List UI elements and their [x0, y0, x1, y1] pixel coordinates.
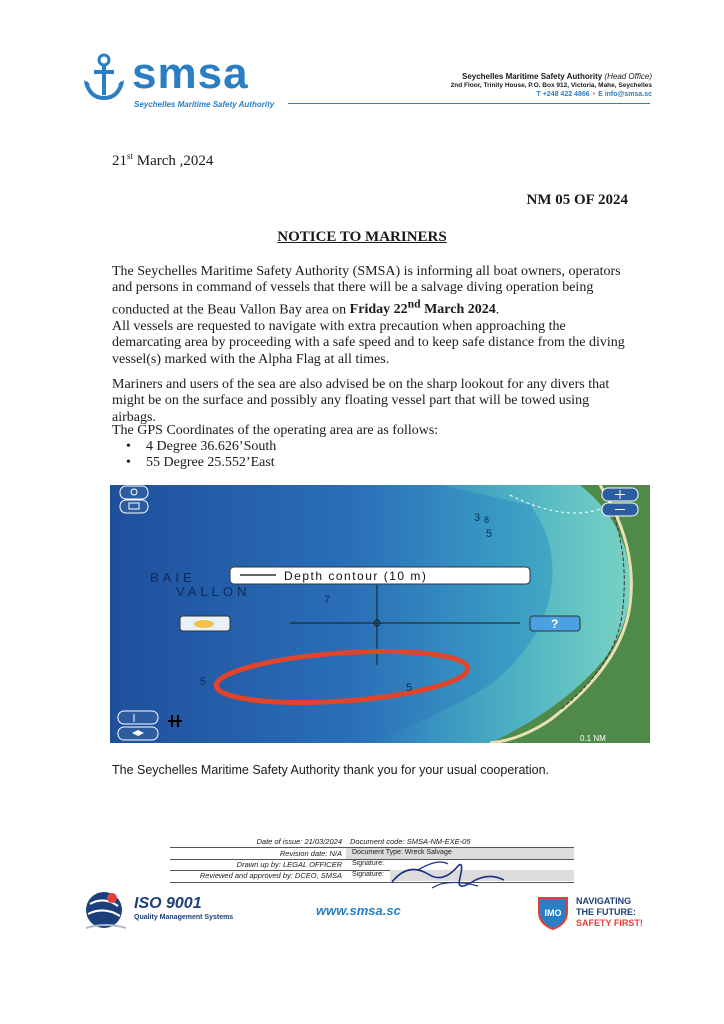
iso-subtitle: Quality Management Systems	[134, 914, 234, 921]
help-button[interactable]	[530, 616, 580, 631]
head-office-name: Seychelles Maritime Safety Authority (Head Office)	[461, 72, 652, 81]
control-rule-4	[170, 882, 574, 883]
place-label-baie: BAIE	[150, 570, 196, 585]
imo-shield-icon	[536, 894, 570, 935]
document-type: Document Type: Wreck Salvage	[352, 849, 452, 856]
imo-slogan-line2: THE FUTURE:	[576, 907, 636, 917]
depth-7-label: 7	[324, 594, 331, 606]
zoom-search-button[interactable]	[120, 486, 148, 499]
notice-reference: NM 05 OF 2024	[526, 192, 628, 208]
svg-text:IMO: IMO	[544, 908, 562, 918]
notice-title: NOTICE TO MARINERS	[277, 229, 447, 245]
head-office-address: 2nd Floor, Trinity House, P.O. Box 912, Victoria, Mahe, Seychelles	[450, 82, 652, 89]
notice-date: 21st March ,2024	[112, 151, 214, 169]
reviewed-by: Reviewed and approved by: DCEO, SMSA	[199, 871, 342, 880]
depth-5-label: 5	[200, 676, 207, 688]
zoom-in-button[interactable]	[602, 488, 638, 501]
depth-8-label: 8	[484, 515, 490, 525]
head-office-contact: T +248 422 4866 • E info@smsa.sc	[536, 91, 652, 98]
iso-globe-icon	[82, 888, 130, 941]
imo-slogan-line1: NAVIGATING	[576, 896, 632, 906]
anchor-logo-icon	[82, 52, 126, 104]
phone-number: T +248 422 4866	[536, 91, 590, 98]
gps-coordinates-list	[118, 439, 276, 472]
signature-1-label: Signature:	[352, 860, 384, 867]
date-of-issue: Date of issue: 21/03/2024	[256, 837, 342, 846]
place-label-vallon: VALLON	[176, 584, 251, 599]
depth-contour-label: Depth contour (10 m)	[284, 569, 428, 583]
zoom-out-button[interactable]	[602, 503, 638, 516]
nautical-chart-map	[110, 485, 650, 743]
compass-button[interactable]	[118, 727, 158, 740]
website-link[interactable]: www.smsa.sc	[316, 903, 401, 918]
weather-button[interactable]	[180, 616, 230, 631]
scale-label: 0.1 NM	[580, 734, 606, 743]
gps-latitude: • 4 Degree 36.626’South	[118, 439, 276, 455]
gps-longitude: • 55 Degree 25.552’East	[118, 455, 276, 471]
imo-slogan-line3: SAFETY FIRST!	[576, 918, 643, 928]
depth-3-label: 3	[474, 512, 481, 524]
layers-button[interactable]	[120, 500, 148, 513]
document-code: Document code: SMSA-NM-EXE-05	[350, 837, 471, 846]
svg-text:?: ?	[551, 617, 559, 631]
iso-title: ISO 9001	[134, 895, 202, 912]
header-divider	[288, 103, 650, 104]
signature-2-label: Signature:	[352, 871, 384, 878]
closing-thanks: The Seychelles Maritime Safety Authority thank you for your usual cooperation.	[112, 763, 550, 777]
depth-5c-label: 5	[486, 528, 493, 540]
drawn-up-by: Drawn up by: LEGAL OFFICER	[236, 860, 342, 869]
depth-5b-label: 5	[406, 682, 413, 694]
route-button[interactable]	[118, 711, 158, 724]
paragraph-gps-intro: The GPS Coordinates of the operating area are as follows:	[112, 423, 439, 438]
handwritten-signature	[388, 852, 508, 901]
logo-wordmark: smsa	[132, 49, 249, 98]
email-address: E info@smsa.sc	[598, 91, 652, 98]
paragraph-lookout: Mariners and users of the sea are also advised be on the sharp lookout for any divers that might be on the surface and possibly any floating vessel part that will be towed using airbags.	[112, 377, 610, 425]
paragraph-precaution: All vessels are requested to navigate with extra precaution when approaching the demarcating area by proceeding with a safe speed and to keep safe distance from the diving vessel(s) marked with the Alpha Flag at all times.	[112, 318, 625, 367]
revision-date: Revision date: N/A	[279, 849, 342, 858]
logo-tagline: Seychelles Maritime Safety Authority	[134, 100, 275, 109]
paragraph-operation: The Seychelles Maritime Safety Authority (SMSA) is informing all boat owners, operators and persons in command of vessels that there will be a salvage diving operation being conducted at the Beau Vallon Bay area on Friday 22nd March 2024. All vessels are requested to navigate with extra precaution when approaching the demarcating area by proceeding with a safe speed and to keep safe distance from the diving vessel(s) marked with the Alpha Flag at all times.	[112, 264, 625, 367]
